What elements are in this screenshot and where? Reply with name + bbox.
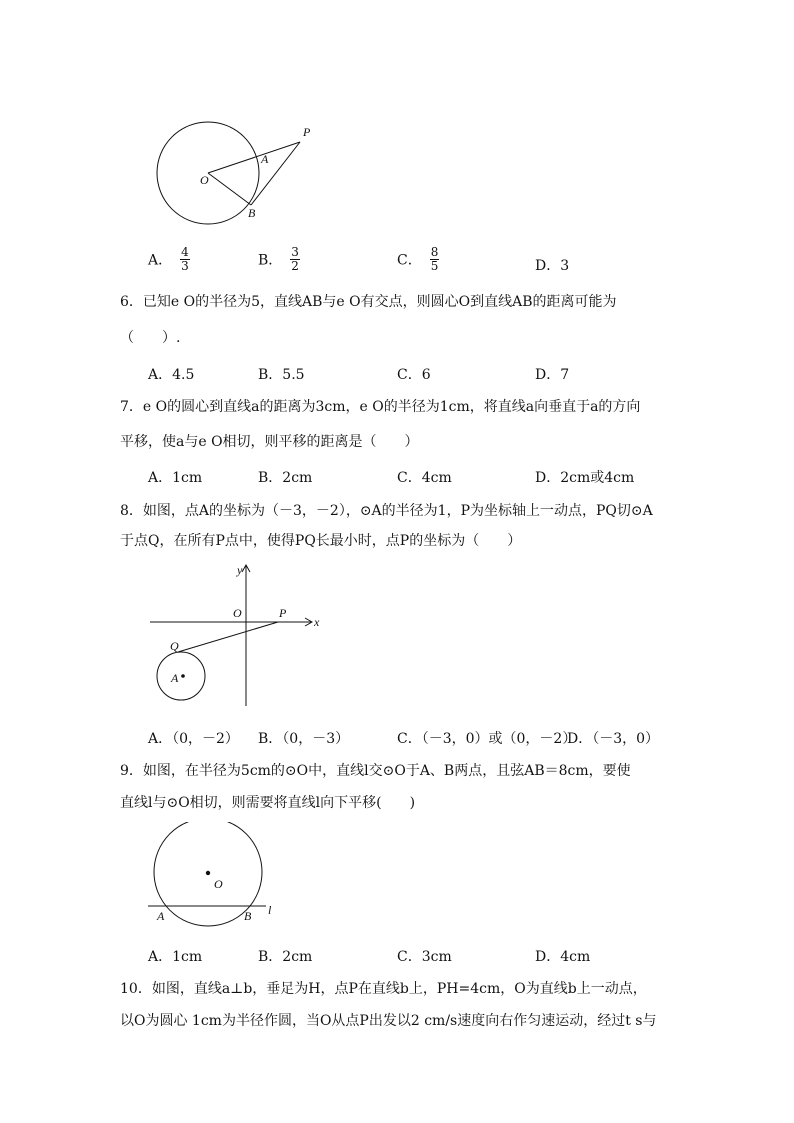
q9-option-c: C．3cm <box>397 949 452 965</box>
q6-option-d: D．7 <box>535 367 570 383</box>
label-o: O <box>233 606 242 620</box>
q5-option-b-fraction <box>290 246 300 273</box>
segment-op <box>208 142 300 173</box>
q9-question-line2: 直线l与⊙O相切，则需要将直线l向下平移( ) <box>120 795 416 811</box>
label-p: P <box>279 606 287 620</box>
label-o: O <box>200 173 209 187</box>
q5-option-c <box>397 246 439 273</box>
label-l: l <box>268 903 272 917</box>
figure-q9-circle-chord <box>148 822 288 932</box>
label-b: B <box>248 206 256 220</box>
label-q: Q <box>170 639 179 653</box>
q5-option-b-den: 2 <box>291 259 299 273</box>
q5-option-c-num: 8 <box>430 245 439 259</box>
q6-question-line2: （ ）. <box>120 330 181 346</box>
label-a: A <box>157 909 165 923</box>
segment-pb <box>251 142 300 205</box>
q7-option-b: B．2cm <box>258 470 313 486</box>
q9-question-line1: 9．如图，在半径为5cm的⊙O中，直线l交⊙O于A、B两点，且弦AB＝8cm，要使 <box>120 763 631 779</box>
q6-question-line1: 6．已知e O的半径为5，直线AB与e O有交点，则圆心O到直线AB的距离可能为 <box>120 294 617 310</box>
label-b: B <box>244 909 252 923</box>
q5-option-a-den: 3 <box>181 259 189 273</box>
q7-option-d: D．2cm或4cm <box>535 470 635 486</box>
circle-a <box>157 652 205 700</box>
label-a: A <box>171 671 179 685</box>
q9-option-a: A．1cm <box>148 949 203 965</box>
segment-pq <box>178 622 278 652</box>
label-a: A <box>261 152 269 166</box>
q8-option-a: A．（0，－2） <box>148 731 239 747</box>
q9-option-d: D．4cm <box>535 949 591 965</box>
segment-ob <box>208 173 251 205</box>
q8-question-line2: 于点Q，在所有P点中，使得PQ长最小时，点P的坐标为（ ） <box>120 533 522 549</box>
q5-option-b-num: 3 <box>291 245 299 259</box>
q10-question-line1: 10．如图，直线a⊥b，垂足为H，点P在直线b上，PH=4cm，O为直线b上一动点， <box>120 981 647 997</box>
q5-option-c-den: 5 <box>430 259 439 273</box>
label-o: O <box>214 877 223 891</box>
label-x: x <box>314 615 320 629</box>
q6-option-a: A．4.5 <box>148 367 195 383</box>
q7-option-a: A．1cm <box>148 470 203 486</box>
q5-option-a-num: 4 <box>181 245 189 259</box>
q10-question-line2: 以O为圆心 1cm为半径作圆，当O从点P出发以2 cm/s速度向右作匀速运动，经过t s与 <box>120 1013 657 1029</box>
label-y: y <box>237 563 243 577</box>
q5-option-c-fraction <box>430 246 440 273</box>
figure-q8-coordinate-circle <box>148 560 333 710</box>
q5-option-b-letter: B． <box>258 252 283 269</box>
label-p: P <box>303 125 311 139</box>
figure-q5-circle-tangent <box>150 120 320 230</box>
q5-option-a <box>148 246 190 273</box>
q5-option-a-letter: A． <box>148 252 173 269</box>
q8-option-c: C．（－3，0）或（0，－2） <box>397 731 577 747</box>
q8-option-d: D．（－3，0） <box>567 731 660 747</box>
q7-question-line1: 7．e O的圆心到直线a的距离为3cm，e O的半径为1cm，将直线a向垂直于a的方向 <box>120 399 641 415</box>
point-o-dot <box>206 871 210 875</box>
q6-option-b: B．5.5 <box>258 367 305 383</box>
q7-question-line2: 平移，使a与e O相切，则平移的距离是（ ） <box>120 434 419 450</box>
point-a-dot <box>181 674 185 678</box>
q5-option-b <box>258 246 300 273</box>
q5-option-c-letter: C． <box>397 252 422 269</box>
q8-option-b: B．（0，－3） <box>258 731 350 747</box>
q7-option-c: C．4cm <box>397 470 452 486</box>
q8-question-line1: 8．如图，点A的坐标为（－3，－2），⊙A的半径为1，P为坐标轴上一动点，PQ切⊙A <box>120 503 653 519</box>
q5-option-a-fraction <box>180 246 190 273</box>
q6-option-c: C．6 <box>397 367 431 383</box>
q5-option-d: D．3 <box>535 258 570 274</box>
q9-option-b: B．2cm <box>258 949 313 965</box>
